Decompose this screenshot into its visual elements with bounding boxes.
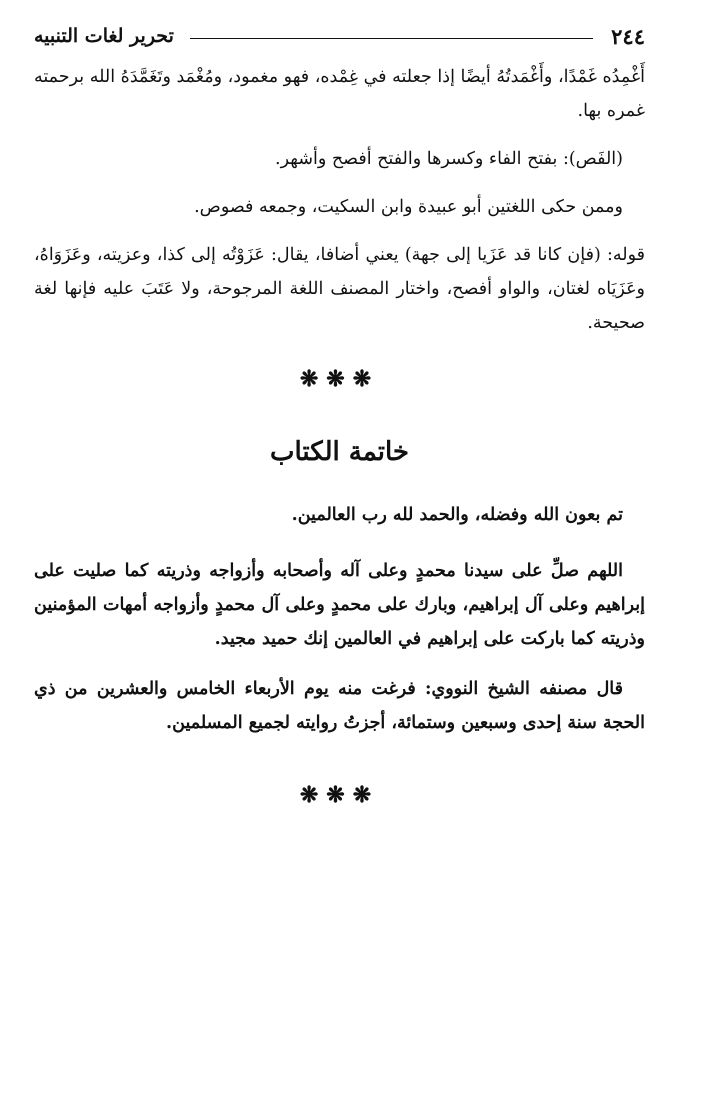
paragraph-completion: تم بعون الله وفضله، والحمد لله رب العالمين.	[291, 505, 623, 525]
page-number: ٢٤٤	[611, 23, 645, 49]
paragraph-fass: (الفَص): بفتح الفاء وكسرها والفتح أفصح وأشهر.	[275, 149, 623, 169]
end-separator-ornament: ❋❋❋	[299, 782, 380, 808]
header-rule	[190, 38, 593, 39]
paragraph-prayer: اللهم صلِّ على سيدنا محمدٍ وعلى آله وأصحابه وأزواجه وذريته كما صليت على إبراهيم وعلى آل إبراهيم، وبارك على محمدٍ وعلى آل محمدٍ وأزواجه أمهات المؤمنين وذريته كما باركت على إبراهيم في العالمين إنك حميد مجيد.	[34, 561, 645, 649]
page-content	[34, 60, 645, 810]
page-header	[34, 22, 645, 50]
paragraph-fass-plural: وممن حكى اللغتين أبو عبيدة وابن السكيت، وجمعه فصوص.	[194, 197, 623, 217]
paragraph-aza: قوله: (فإن كانا قد عَزَيا إلى جهة) يعني أضافا، يقال: عَزَوْتُه إلى كذا، وعزيته، وعَزَوَاهُ، وعَزَيَاه لغتان، والواو أفصح، واختار المصنف اللغة المرجوحة، ولا عَتَبَ عليه فإنها لغة صحيحة.	[34, 245, 645, 333]
section-separator-ornament: ❋❋❋	[299, 366, 380, 392]
paragraph-ghimd: أَغْمِدُه غَمْدًا، وأَغْمَدتُهُ أيضًا إذا جعلته في غِمْده، فهو مغمود، ومُغْمَد وتَغَمَّدَهُ الله برحمته غمره بها.	[34, 67, 645, 121]
paragraph-colophon: قال مصنفه الشيخ النووي: فرغت منه يوم الأربعاء الخامس والعشرين من ذي الحجة سنة إحدى وسبعين وستمائة، أجزتُ روايته لجميع المسلمين.	[34, 679, 645, 733]
section-title: خاتمة الكتاب	[269, 437, 409, 467]
running-title: تحرير لغات التنبيه	[34, 25, 174, 47]
